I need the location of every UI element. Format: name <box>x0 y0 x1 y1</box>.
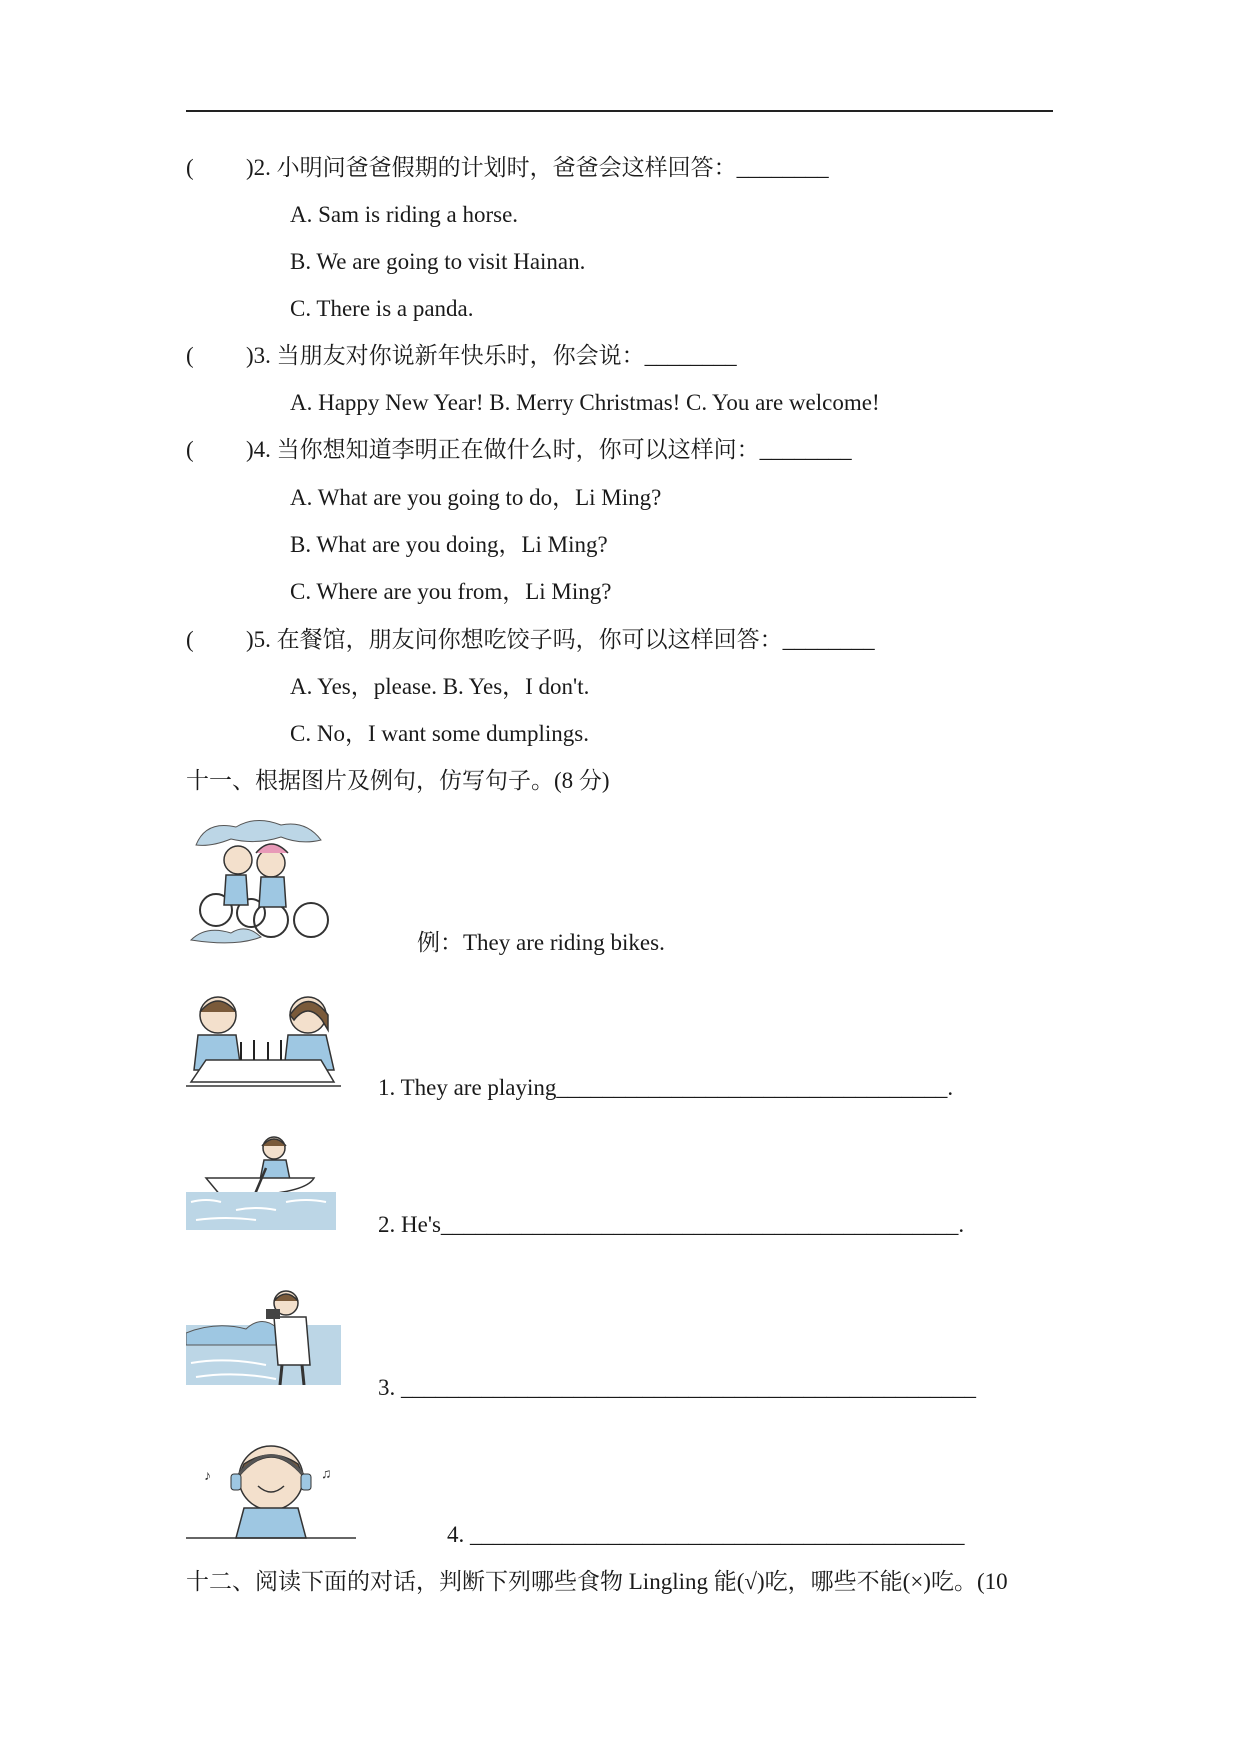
section-11-item-1: 1. They are playing__________________________________. <box>378 1075 954 1100</box>
section-11-item-3: 3. __________________________________________________ <box>378 1375 976 1400</box>
top-rule <box>186 110 1053 112</box>
q5-option-c: C. No，I want some dumplings. <box>290 721 589 746</box>
q3-paren: ( <box>186 343 194 368</box>
playing-chess-illustration <box>186 990 341 1090</box>
q2-option-a: A. Sam is riding a horse. <box>290 202 519 227</box>
svg-text:♫: ♫ <box>321 1467 332 1482</box>
section-11-item-4: 4. ___________________________________________ <box>447 1522 965 1547</box>
svg-text:♪: ♪ <box>204 1469 211 1484</box>
section-12-title: 十二、阅读下面的对话，判断下列哪些食物 Lingling 能(√)吃，哪些不能(×)吃。(10 <box>186 1569 1008 1594</box>
q4-option-a: A. What are you going to do，Li Ming? <box>290 485 662 510</box>
q4-paren: ( <box>186 437 194 462</box>
section-11-title: 十一、根据图片及例句，仿写句子。(8 分) <box>186 768 610 793</box>
rowing-boat-illustration <box>186 1130 336 1230</box>
taking-pictures-illustration <box>186 1285 341 1385</box>
section-11-example: 例：They are riding bikes. <box>417 930 665 955</box>
q2-option-c: C. There is a panda. <box>290 296 474 321</box>
q2-option-b: B. We are going to visit Hainan. <box>290 249 586 274</box>
q5-option-ab: A. Yes，please. B. Yes，I don't. <box>290 674 590 699</box>
q4-option-c: C. Where are you from，Li Ming? <box>290 579 612 604</box>
q4-option-b: B. What are you doing，Li Ming? <box>290 532 608 557</box>
q2-paren: ( <box>186 155 194 180</box>
q5-paren: ( <box>186 627 194 652</box>
q4-stem: )4. 当你想知道李明正在做什么时，你可以这样问：________ <box>246 437 852 462</box>
section-11-item-2: 2. He's_____________________________________________. <box>378 1212 965 1237</box>
q2-stem: )2. 小明问爸爸假期的计划时，爸爸会这样回答：________ <box>246 155 829 180</box>
q5-stem: )5. 在餐馆，朋友问你想吃饺子吗，你可以这样回答：________ <box>246 627 875 652</box>
riding-bikes-illustration <box>186 815 336 955</box>
q3-stem: )3. 当朋友对你说新年快乐时，你会说：________ <box>246 343 737 368</box>
listening-to-music-illustration <box>186 1438 356 1548</box>
q3-options: A. Happy New Year! B. Merry Christmas! C. You are welcome! <box>290 390 880 415</box>
